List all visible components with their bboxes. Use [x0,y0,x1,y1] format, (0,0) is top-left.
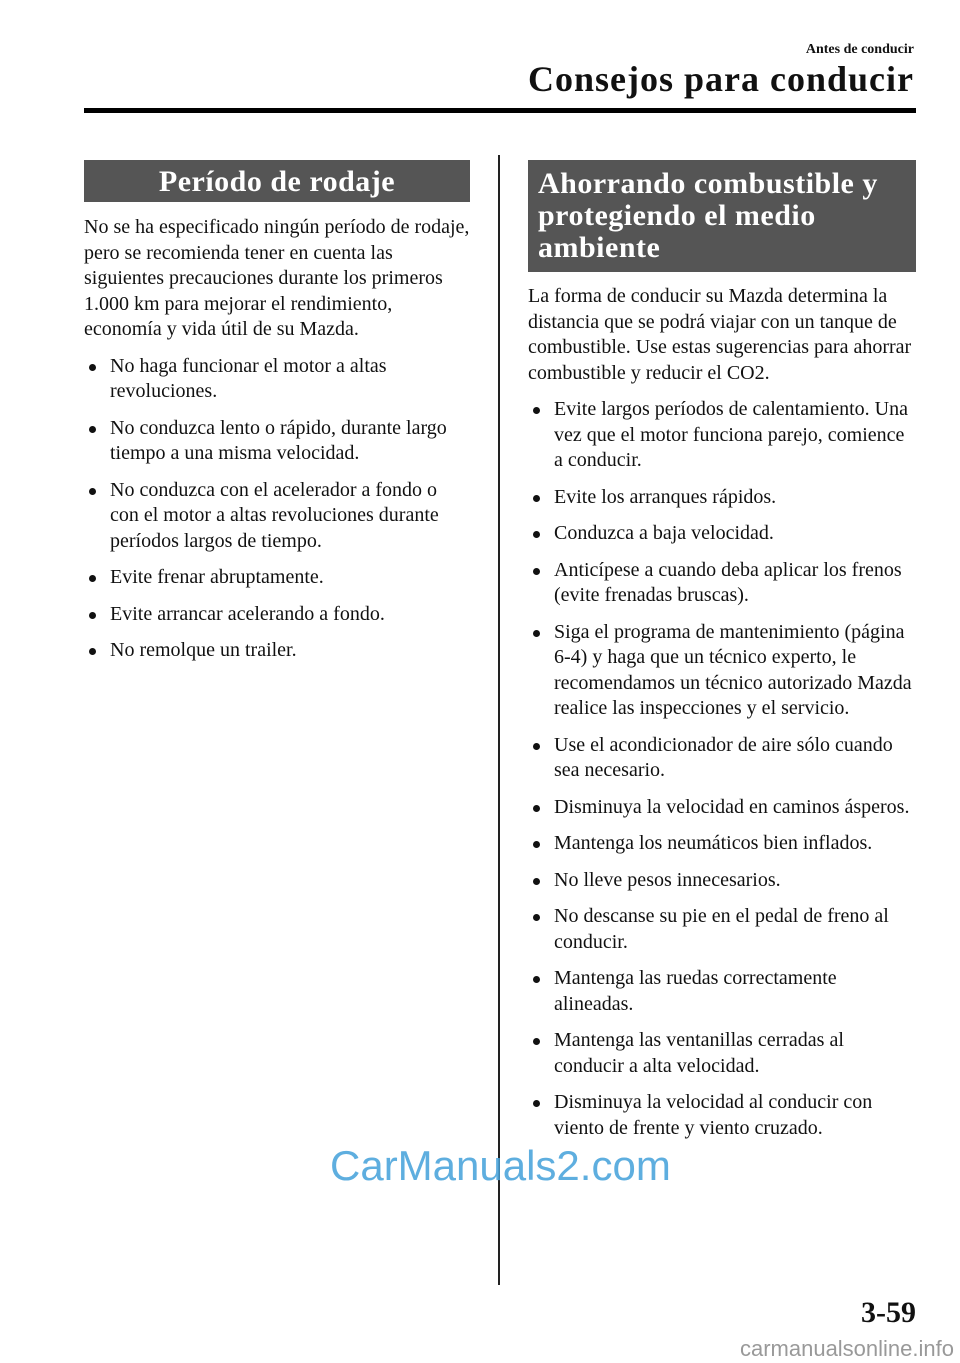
bullet-icon [533,878,540,885]
break-in-list [84,354,470,664]
break-in-section [84,160,470,664]
bullet-icon [89,426,96,433]
list-item-text: Disminuya la velocidad en caminos ásperos. [554,795,910,818]
bullet-icon [533,841,540,848]
list-item [84,638,470,664]
list-item [528,558,916,609]
list-item [528,795,916,821]
list-item [528,831,916,857]
bullet-icon [533,743,540,750]
bullet-icon [89,612,96,619]
list-item-text: Evite los arranques rápidos. [554,485,777,508]
list-item-text: Evite frenar abruptamente. [110,566,324,588]
list-item [84,602,470,628]
list-item-text: No conduzca con el acelerador a fondo o con el motor a altas revoluciones durante períodos largos de tiempo. [110,478,439,552]
bullet-icon [533,914,540,921]
list-item-text: Mantenga las ruedas correctamente alineadas. [554,967,837,1015]
bullet-icon [89,648,96,655]
list-item [84,354,470,405]
list-item [528,1090,916,1141]
list-item [528,868,916,894]
fuel-saving-heading: Ahorrando combustible y protegiendo el medio ambiente [528,160,916,272]
list-item-text: Conduzca a baja velocidad. [554,522,774,544]
fuel-saving-list [528,397,916,1141]
list-item [84,416,470,467]
list-item [528,397,916,474]
list-item-text: No conduzca lento o rápido, durante largo tiempo a una misma velocidad. [110,416,447,464]
list-item-text: Mantenga los neumáticos bien inflados. [554,832,873,854]
list-item-text: Siga el programa de mantenimiento (página 6-4) y haga que un técnico experto, le recomendamos un técnico autorizado Mazda realice las inspecciones y el servicio. [554,620,912,719]
bullet-icon [533,630,540,637]
bullet-icon [89,575,96,582]
fuel-saving-section [528,160,916,1141]
header-rule [84,108,916,113]
chapter-title: Antes de conducir [805,42,914,57]
bullet-icon [533,976,540,983]
list-item-text: No descanse su pie en el pedal de freno al conducir. [554,905,889,953]
break-in-intro: No se ha especificado ningún período de rodaje, pero se recomienda tener en cuenta las siguientes precauciones durante los primeros 1.000 km para mejorar el rendimiento, economía y vida útil de su Mazda. [84,216,470,340]
bullet-icon [89,364,96,371]
list-item [528,733,916,784]
list-item-text: Evite arrancar acelerando a fondo. [110,602,385,625]
section-title: Consejos para conducir [527,59,914,99]
list-item [84,478,470,555]
list-item-text: No lleve pesos innecesarios. [554,868,781,891]
list-item [528,521,916,547]
list-item [528,904,916,955]
bullet-icon [89,488,96,495]
watermark-logo: CarManuals2.com [330,1142,671,1189]
list-item [528,485,916,511]
list-item-text: Anticípese a cuando deba aplicar los frenos (evite frenadas bruscas). [554,558,902,606]
list-item [528,1028,916,1079]
column-divider [498,155,500,1285]
list-item [528,966,916,1017]
break-in-heading: Período de rodaje [84,160,470,202]
bullet-icon [533,1100,540,1107]
bullet-icon [533,1038,540,1045]
bullet-icon [533,407,540,414]
list-item-text: Use el acondicionador de aire sólo cuando sea necesario. [554,733,893,781]
source-watermark: carmanualsonline.info [739,1336,954,1361]
bullet-icon [533,568,540,575]
list-item [528,620,916,722]
bullet-icon [533,805,540,812]
list-item-text: Mantenga las ventanillas cerradas al conducir a alta velocidad. [554,1029,844,1077]
list-item-text: Disminuya la velocidad al conducir con viento de frente y viento cruzado. [554,1091,873,1139]
fuel-saving-intro: La forma de conducir su Mazda determina la distancia que se podrá viajar con un tanque de combustible. Use estas sugerencias para ahorrar combustible y reducir el CO2. [528,285,912,384]
bullet-icon [533,531,540,538]
bullet-icon [533,495,540,502]
list-item [84,565,470,591]
list-item-text: No haga funcionar el motor a altas revoluciones. [110,354,387,402]
list-item-text: No remolque un trailer. [110,639,297,661]
page-number: 3-59 [861,1296,916,1329]
list-item-text: Evite largos períodos de calentamiento. Una vez que el motor funciona parejo, comience a conducir. [554,398,908,471]
